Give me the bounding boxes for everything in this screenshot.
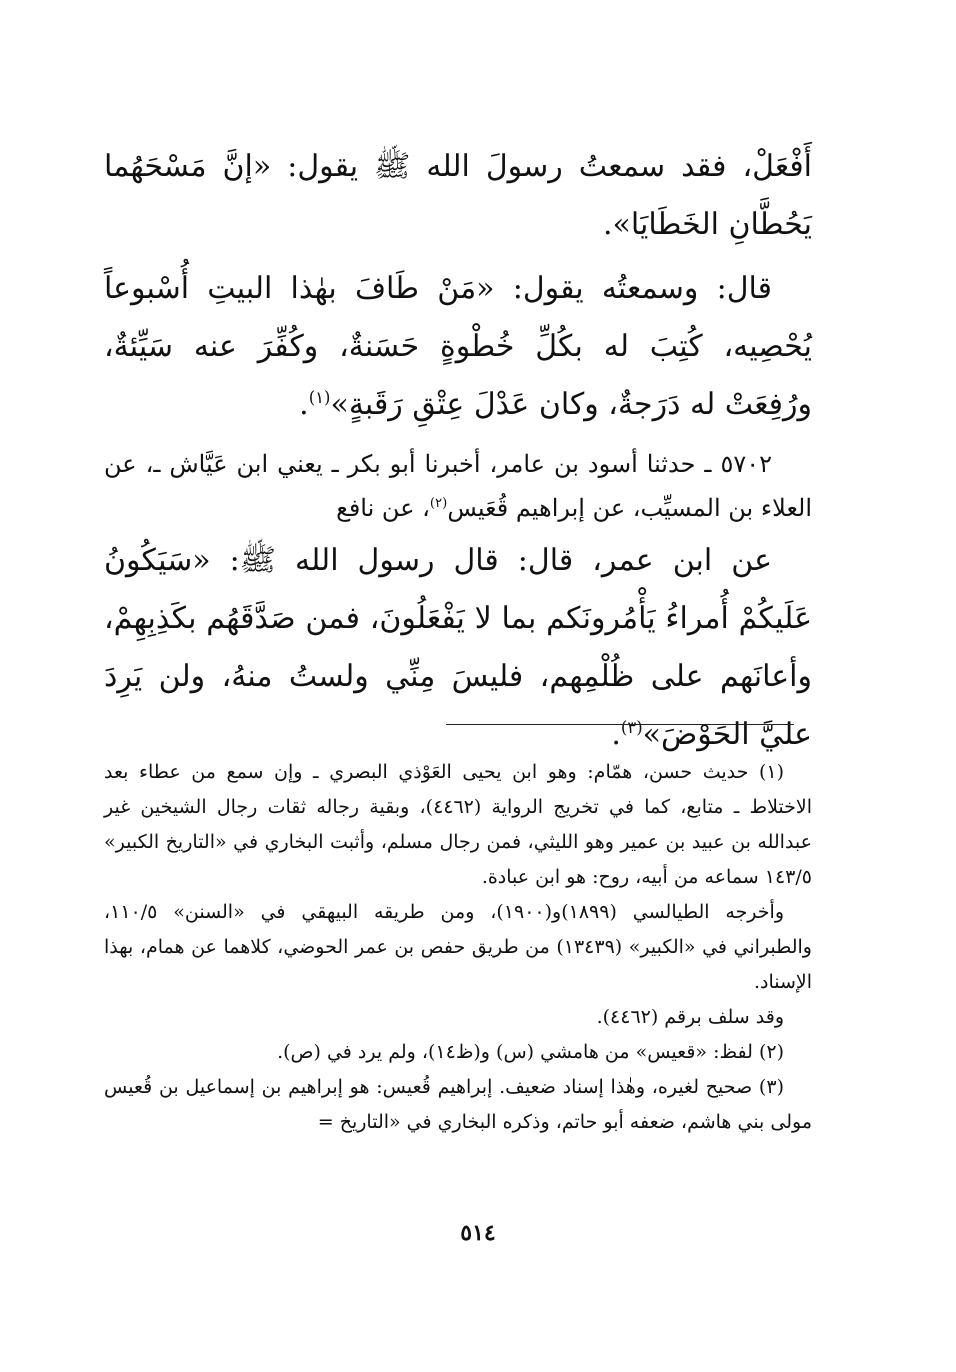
main-text bbox=[104, 138, 812, 764]
footnote-1: (١) حديث حسن، همّام: وهو ابن يحيى العَوْذي البصري ـ وإن سمع من عطاء بعد الاختلاط ـ متابع، كما في تخريج الرواية (٤٤٦٢)، وبقية رجاله ثقات رجال الشيخين غير عبدالله بن عبيد بن عمير وهو الليثي، فمن رجال مسلم، وأثبت البخاري في «التاريخ الكبير» ١٤٣/٥ سماعه من أبيه، روح: هو ابن عبادة. bbox=[104, 761, 813, 888]
footnote-ref-1: (١) bbox=[308, 388, 331, 407]
hadith-chain-5702: ٥٧٠٢ ـ حدثنا أسود بن عامر، أخبرنا أبو بكر ـ يعني ابن عَيَّاش ـ، عن العلاء بن المسيِّب، عن إبراهيم قُعَيس$^{(٢)}$، عن نافع bbox=[104, 450, 812, 522]
page-number: ٥١٤ bbox=[460, 1220, 496, 1246]
footnote-ref-3: (٣) bbox=[620, 718, 643, 737]
paragraph-umara-hadith: عن ابن عمر، قال: قال رسول الله ﷺ: «سَيَكُونُ عَلَيكُمْ أُمراءُ يَأْمُرونَكم بما لا يَفْعَلُونَ، فمن صَدَّقَهُم بكَذِبِهِمْ، وأعانَهم على ظُلْمِهم، فليسَ مِنِّي ولستُ منهُ، ولن يَرِدَ عليَّ الحَوْضَ»$^{(٣)}$. bbox=[104, 543, 812, 752]
footnote-3: (٣) صحيح لغيره، وهٰذا إسناد ضعيف. إبراهيم قُعيس: هو إبراهيم بن إسماعيل بن قُعيس مولى بني هاشم، ضعفه أبو حاتم، وذكره البخاري في «التاريخ = bbox=[104, 1076, 812, 1133]
paragraph-opening: أَفْعَلْ، فقد سمعتُ رسولَ الله ﷺ يقول: «إنَّ مَسْحَهُما يَحُطَّانِ الخَطَايَا». bbox=[104, 149, 812, 242]
footnote-ref-2: (٢) bbox=[429, 496, 448, 511]
footnote-divider bbox=[446, 724, 794, 725]
footnote-1-see-also: وقد سلف برقم (٤٤٦٢). bbox=[596, 1006, 784, 1028]
paragraph-tawaf-hadith: قال: وسمعتُه يقول: «مَنْ طَافَ بهٰذا البيتِ أُسْبوعاً يُحْصِيه، كُتِبَ له بكُلِّ خُطْوةٍ حَسَنةٌ، وكُفِّرَ عنه سَيِّئةٌ، ورُفِعَتْ له دَرَجةٌ، وكان عَدْلَ عِتْقِ رَقَبةٍ»$^{(١)}$. bbox=[104, 271, 812, 422]
footnotes bbox=[104, 755, 812, 1140]
footnote-2: (٢) لفظ: «قعيس» من هامشي (س) و(ظ١٤)، ولم يرد في (ص). bbox=[277, 1041, 784, 1063]
footnote-1-continued: وأخرجه الطيالسي (١٨٩٩)و(١٩٠٠)، ومن طريقه البيهقي في «السنن» ١١٠/٥، والطبراني في «الكبير» (١٣٤٣٩) من طريق حفص بن عمر الحوضي، كلاهما عن همام، بهذا الإسناد. bbox=[104, 901, 812, 993]
